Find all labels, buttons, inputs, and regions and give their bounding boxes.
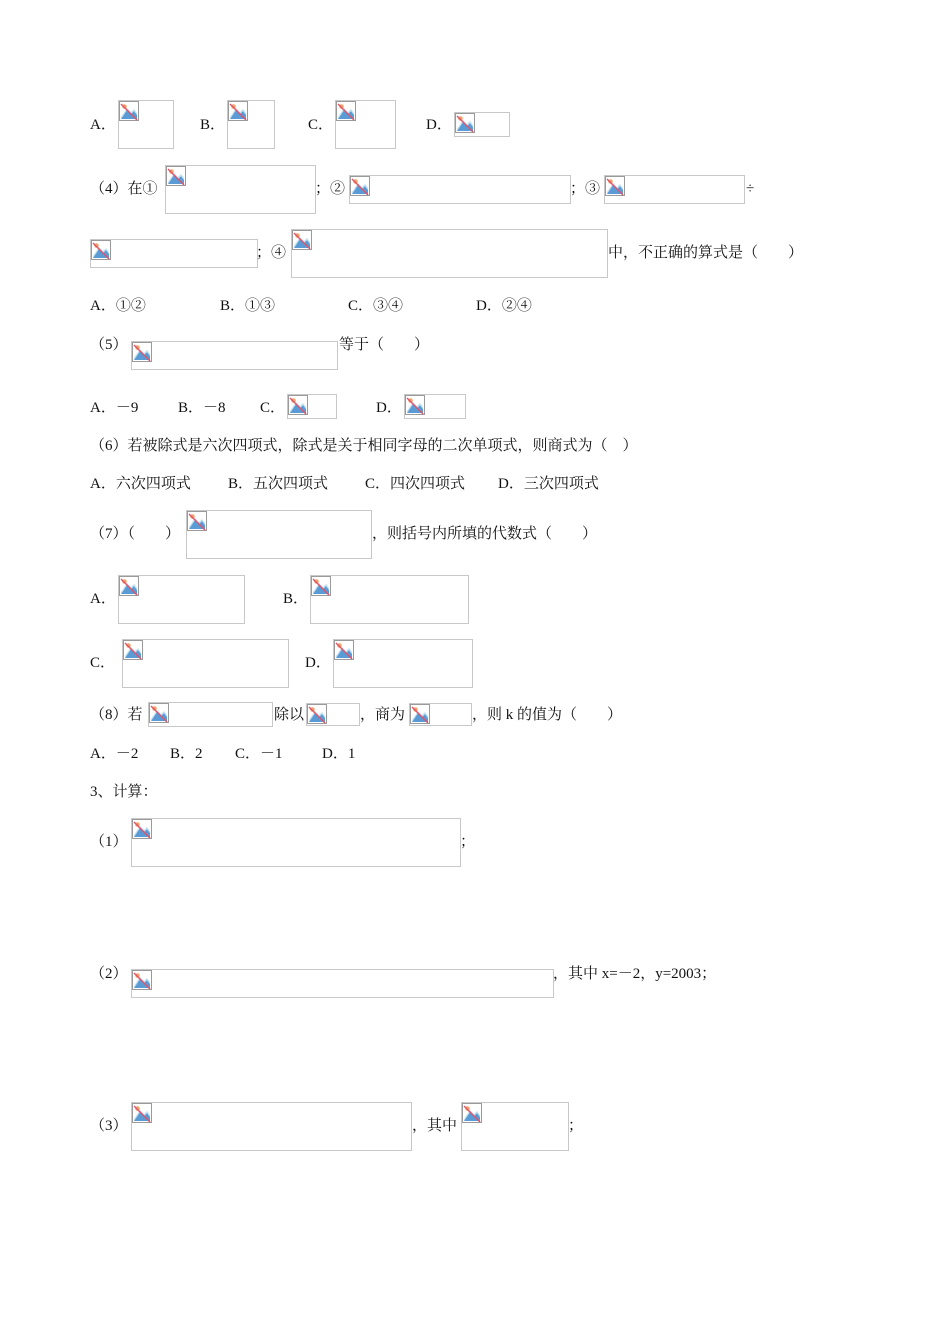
q8-dividend-image xyxy=(148,702,273,727)
q4-sep-3: ；④ xyxy=(256,245,287,261)
s3-problem-3-image xyxy=(131,1102,412,1151)
broken-image-icon xyxy=(132,342,152,362)
broken-image-icon xyxy=(119,576,139,596)
q6-option-d: D．三次四项式 xyxy=(498,476,599,492)
broken-image-icon xyxy=(228,101,248,121)
q3-option-c: C． xyxy=(308,117,334,133)
q4-sep-1: ；② xyxy=(315,181,346,197)
q4-prefix: （4）在① xyxy=(90,181,158,197)
q4-expr-3b-image xyxy=(90,239,258,268)
q7-option-a-image xyxy=(118,575,245,624)
q4-option-a: A．①② xyxy=(90,298,146,314)
q8-option-a: A．－2 xyxy=(90,746,139,762)
q5-option-d: D． xyxy=(376,400,402,416)
q6-text: （6）若被除式是六次四项式，除式是关于相同字母的二次单项式，则商式为（ ） xyxy=(90,438,638,454)
q4-sep-2: ；③ xyxy=(570,181,601,197)
broken-image-icon xyxy=(605,176,625,196)
q3-option-b-image xyxy=(227,100,275,149)
q4-expr-3a-image xyxy=(604,175,745,204)
q3-option-d: D． xyxy=(426,117,452,133)
q4-divide-sign: ÷ xyxy=(746,181,755,197)
s3-problem-1-image xyxy=(131,818,461,867)
q7-option-d: D． xyxy=(305,655,331,671)
broken-image-icon xyxy=(410,704,430,724)
q7-option-c: C． xyxy=(90,655,116,671)
q5-prefix: （5） xyxy=(90,337,128,353)
q5-option-d-image xyxy=(404,394,466,419)
q7-prefix: （7）（ ） xyxy=(90,526,181,542)
q7-expr-image xyxy=(186,510,372,559)
q4-expr-1-image xyxy=(165,165,316,214)
q5-suffix: 等于（ ） xyxy=(339,337,430,353)
q7-option-b: B． xyxy=(283,591,309,607)
q4-expr-2-image xyxy=(349,175,571,204)
q5-option-a: A．－9 xyxy=(90,400,139,416)
q5-expr-image xyxy=(131,341,338,370)
q8-prefix: （8）若 xyxy=(90,707,143,723)
broken-image-icon xyxy=(350,176,370,196)
q3-option-b: B． xyxy=(200,117,226,133)
q3-option-c-image xyxy=(335,100,396,149)
section-3-heading: 3、计算： xyxy=(90,784,158,800)
s3-problem-2-image xyxy=(131,969,554,998)
broken-image-icon xyxy=(91,240,111,260)
q4-option-d: D．②④ xyxy=(476,298,532,314)
s3-problem-1-suffix: ； xyxy=(460,834,476,850)
q7-option-d-image xyxy=(333,639,473,688)
broken-image-icon xyxy=(132,1103,152,1123)
q8-suffix: ，则 k 的值为（ ） xyxy=(472,707,623,723)
q8-mid-2: ，商为 xyxy=(360,707,406,723)
q3-option-a-image xyxy=(118,100,174,149)
q8-quotient-image xyxy=(409,703,472,726)
q4-option-b: B．①③ xyxy=(220,298,276,314)
q7-option-b-image xyxy=(310,575,469,624)
q5-option-c-image xyxy=(287,394,337,419)
broken-image-icon xyxy=(405,395,425,415)
broken-image-icon xyxy=(307,704,327,724)
q8-option-d: D．1 xyxy=(322,746,356,762)
q7-suffix: ，则括号内所填的代数式（ ） xyxy=(372,526,598,542)
broken-image-icon xyxy=(292,230,312,250)
broken-image-icon xyxy=(132,970,152,990)
q7-option-c-image xyxy=(122,639,289,688)
q6-option-a: A．六次四项式 xyxy=(90,476,191,492)
broken-image-icon xyxy=(288,395,308,415)
q8-option-c: C．－1 xyxy=(235,746,283,762)
q6-option-b: B．五次四项式 xyxy=(228,476,329,492)
s3-problem-3-condition-image xyxy=(461,1102,569,1151)
broken-image-icon xyxy=(123,640,143,660)
q8-divisor-image xyxy=(306,703,360,726)
s3-problem-2-label: （2） xyxy=(90,966,128,982)
q4-option-c: C．③④ xyxy=(348,298,404,314)
s3-problem-3-mid: ，其中 xyxy=(412,1118,458,1134)
broken-image-icon xyxy=(455,113,475,133)
broken-image-icon xyxy=(119,101,139,121)
broken-image-icon xyxy=(334,640,354,660)
q4-suffix: 中，不正确的算式是（ ） xyxy=(608,245,804,261)
s3-problem-2-suffix: ，其中 x=－2，y=2003； xyxy=(553,966,717,982)
q4-expr-4-image xyxy=(291,229,608,278)
broken-image-icon xyxy=(132,819,152,839)
broken-image-icon xyxy=(311,576,331,596)
q5-option-b: B．－8 xyxy=(178,400,226,416)
s3-problem-3-label: （3） xyxy=(90,1118,128,1134)
q8-option-b: B．2 xyxy=(170,746,203,762)
q5-option-c: C． xyxy=(260,400,286,416)
broken-image-icon xyxy=(336,101,356,121)
s3-problem-3-suffix: ； xyxy=(568,1118,584,1134)
broken-image-icon xyxy=(149,703,169,723)
q3-option-d-image xyxy=(454,112,510,137)
q7-option-a: A． xyxy=(90,591,116,607)
broken-image-icon xyxy=(462,1103,482,1123)
broken-image-icon xyxy=(166,166,186,186)
q6-option-c: C．四次四项式 xyxy=(365,476,466,492)
q3-option-a: A． xyxy=(90,117,116,133)
broken-image-icon xyxy=(187,511,207,531)
s3-problem-1-label: （1） xyxy=(90,834,128,850)
q8-mid-1: 除以 xyxy=(274,707,305,723)
